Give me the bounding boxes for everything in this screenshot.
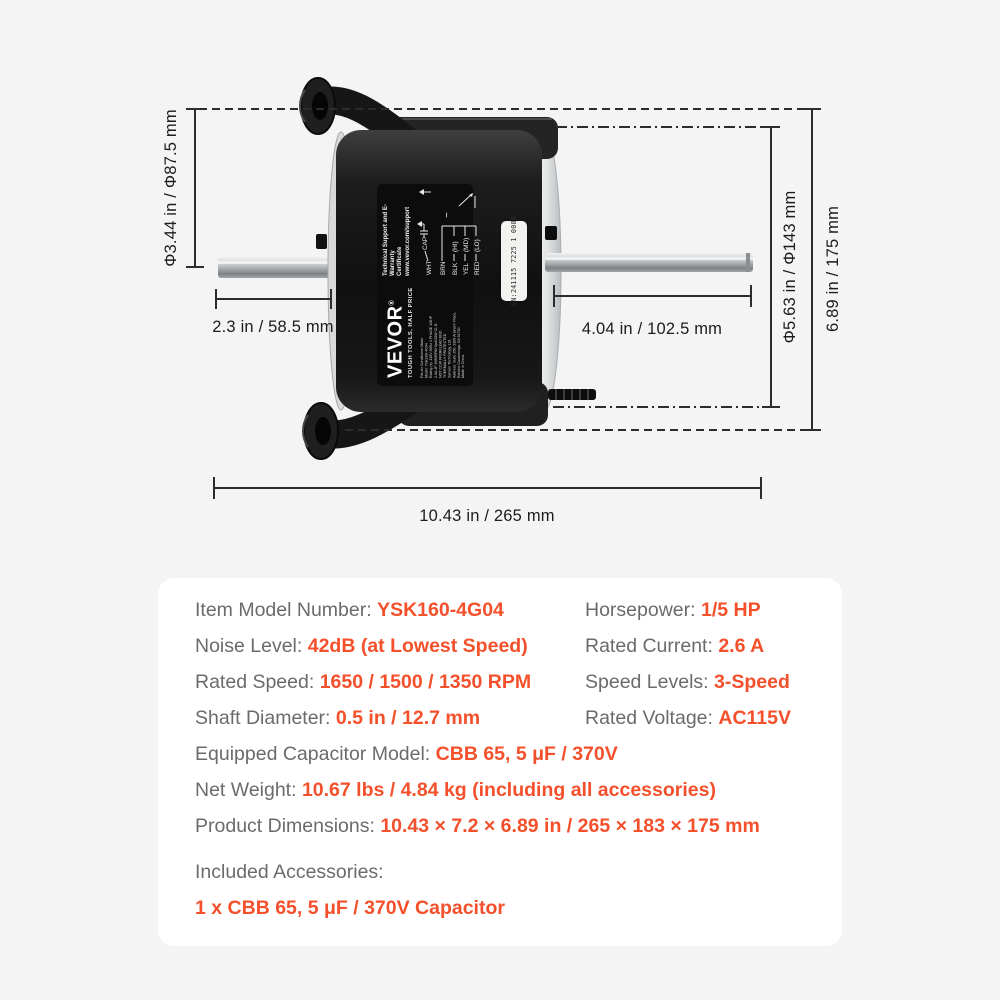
spec-row-net-weight: Net Weight: 10.67 lbs / 4.84 kg (including all accessories) bbox=[195, 779, 716, 801]
motor-nameplate bbox=[377, 184, 481, 386]
spec-row-capacitor-model: Equipped Capacitor Model: CBB 65, 5 μF / 370V bbox=[195, 743, 618, 765]
spec-row-shaft-diameter: Shaft Diameter: 0.5 in / 12.7 mm bbox=[195, 707, 481, 729]
svg-text:(LO): (LO) bbox=[474, 239, 481, 252]
spec-row-horsepower: Horsepower: 1/5 HP bbox=[585, 599, 761, 621]
threaded-stud bbox=[548, 389, 596, 400]
dim-body-diameter: Φ5.63 in / Φ143 mm bbox=[780, 190, 799, 344]
motor-nub-left bbox=[316, 234, 327, 249]
dim-right-shaft-length: 4.04 in / 102.5 mm bbox=[581, 319, 723, 338]
spec-row-noise-level: Noise Level: 42dB (at Lowest Speed) bbox=[195, 635, 528, 657]
spec-column-left bbox=[195, 592, 585, 736]
dim-left-shaft-length: 2.3 in / 58.5 mm bbox=[212, 317, 334, 336]
nameplate-support-text: Technical Support and E-Warranty Certificate www.vevor.com/support bbox=[383, 204, 411, 276]
spec-column-right bbox=[585, 592, 812, 736]
bottom-grommet bbox=[303, 403, 338, 459]
spec-row-product-dimensions: Product Dimensions: 10.43 × 7.2 × 6.89 in / 265 × 183 × 175 mm bbox=[195, 815, 760, 837]
registered-mark: ® bbox=[389, 299, 396, 306]
svg-text:WHT: WHT bbox=[426, 260, 433, 275]
spec-panel bbox=[158, 578, 842, 946]
serial-number-sticker bbox=[501, 215, 527, 307]
motor-shaft-right bbox=[545, 253, 753, 272]
top-grommet bbox=[300, 78, 335, 134]
included-accessories-label: Included Accessories: bbox=[195, 861, 384, 883]
dim-overall-width: 10.43 in / 265 mm bbox=[419, 506, 555, 525]
vevor-logo: VEVOR® bbox=[384, 299, 407, 378]
spec-row-item-model: Item Model Number: YSK160-4G04 bbox=[195, 599, 504, 621]
nameplate-brand-block bbox=[383, 280, 417, 378]
dim-bracket-diameter: Φ3.44 in / Φ87.5 mm bbox=[161, 109, 180, 267]
nameplate-fine-print: Fits Air Conditioner Motor Model: YSK160-4G04 Rating (s): 115V 60Hz 1 PHASE 1/5HP 2.6A 4P 1650RPM Spd/3SW CL B NOT CCW FROM LEAD END THERMALLY PROTECTED Sanven Technology, Ltd. Address: Suite 250, 9166 Anaheim Place, Rancho Cucamonga, CA 91730 Made in China bbox=[420, 311, 466, 378]
svg-text:YEL: YEL bbox=[463, 262, 470, 275]
motor-illustration bbox=[218, 78, 753, 459]
wiring-diagram bbox=[417, 182, 481, 276]
motor-nub-right bbox=[545, 226, 557, 240]
motor-shaft-left bbox=[218, 257, 340, 278]
svg-text:~: ~ bbox=[442, 212, 453, 218]
spec-row-rated-voltage: Rated Voltage: AC115V bbox=[585, 707, 791, 729]
svg-text:(MD): (MD) bbox=[463, 237, 470, 252]
svg-text:(HI): (HI) bbox=[452, 241, 459, 252]
svg-text:CAP: CAP bbox=[422, 236, 429, 250]
svg-text:BLK: BLK bbox=[452, 262, 459, 275]
svg-text:RED: RED bbox=[474, 261, 481, 275]
svg-text:BRN: BRN bbox=[440, 261, 447, 275]
included-accessories-block bbox=[195, 854, 812, 926]
spec-row-rated-speed: Rated Speed: 1650 / 1500 / 1350 RPM bbox=[195, 671, 532, 693]
included-accessories-value: 1 x CBB 65, 5 μF / 370V Capacitor bbox=[195, 897, 505, 919]
dim-overall-height: 6.89 in / 175 mm bbox=[823, 205, 842, 333]
serial-number: SN:241115 7225 1 0088 bbox=[510, 215, 518, 307]
spec-two-column-grid bbox=[195, 592, 812, 736]
spec-row-speed-levels: Speed Levels: 3-Speed bbox=[585, 671, 790, 693]
brand-tagline: TOUGH TOOLS, HALF PRICE bbox=[407, 287, 414, 378]
spec-row-rated-current: Rated Current: 2.6 A bbox=[585, 635, 765, 657]
